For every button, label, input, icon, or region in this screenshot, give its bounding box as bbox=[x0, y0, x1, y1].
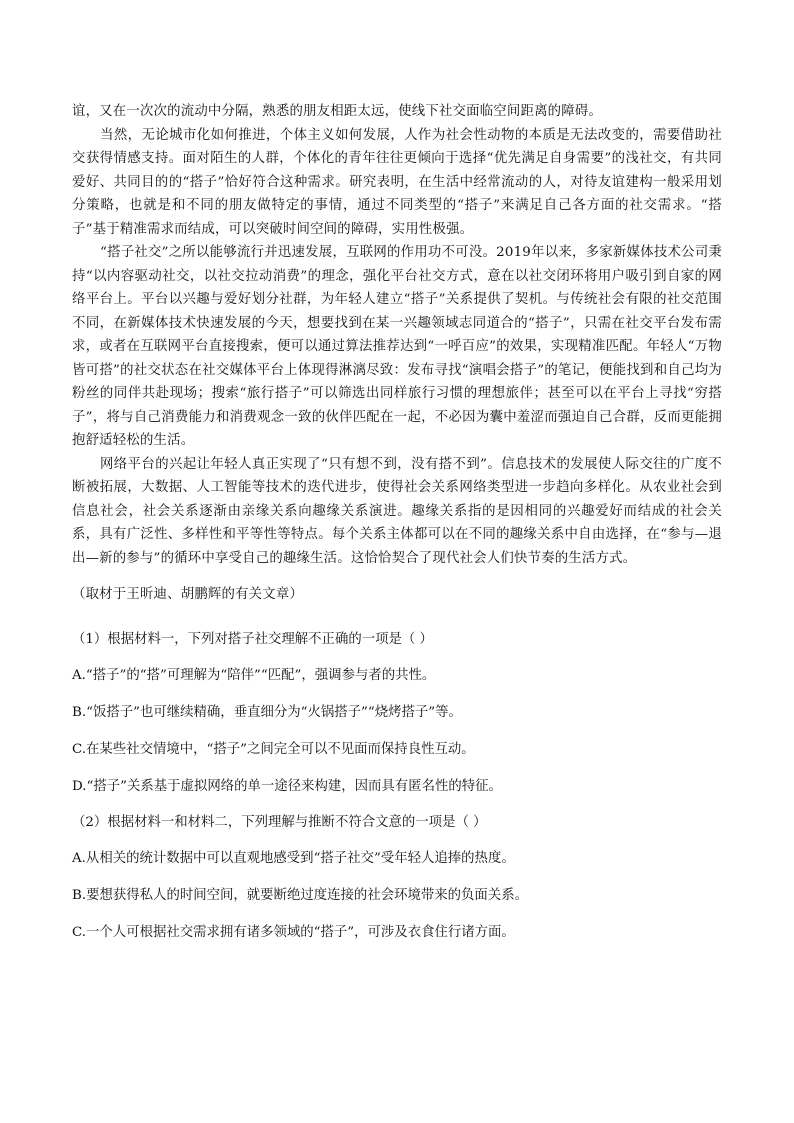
article-paragraph-1: 谊，又在一次次的流动中分隔，熟悉的朋友相距太远，使线下社交面临空间距离的障碍。 bbox=[72, 104, 603, 119]
article-source: （取材于王昕迪、胡鹏辉的有关文章） bbox=[72, 587, 304, 602]
article-paragraph-2: 当然，无论城市化如何推进，个体主义如何发展，人作为社会性动物的本质是无法改变的，需要借助社交获得情感支持。面对陌生的人群，个体化的青年往往更倾向于选择“优先满足自身需要”的浅社交，有共同爱好、共同目的的“搭子”恰好符合这种需求。研究表明，在生活中经常流动的人，对待友谊建构一般采用划分策略，也就是和不同的朋友做特定的事情，通过不同类型的“搭子”来满足自己各方面的社交需求。“搭子”基于精准需求而结成，可以突破时间空间的障碍，实用性极强。 bbox=[72, 127, 722, 237]
question-2-stem: （2）根据材料一和材料二，下列理解与推断不符合文意的一项是（ ） bbox=[72, 815, 487, 830]
article-paragraph-3: “搭子社交”之所以能够流行并迅速发展，互联网的作用功不可没。2019年以来，多家新媒体技术公司秉持“以内容驱动社交，以社交拉动消费”的理念，强化平台社交方式，意在以社交闭环将用户吸引到自家的网络平台上。平台以兴趣与爱好划分社群，为年轻人建立“搭子”关系提供了契机。与传统社会有限的社交范围不同，在新媒体技术快速发展的今天，想要找到在某一兴趣领域志同道合的“搭子”，只需在社交平台发布需求，或者在互联网平台直接搜索，便可以通过算法推荐达到“一呼百应”的效果，实现精准匹配。年轻人“万物皆可搭”的社交状态在社交媒体平台上体现得淋漓尽致：发布寻找“演唱会搭子”的笔记，便能找到和自己均为粉丝的同伴共赴现场；搜索“旅行搭子”可以筛选出同样旅行习惯的理想旅伴；甚至可以在平台上寻找“穷搭子”，将与自己消费能力和消费观念一致的伙伴匹配在一起，不必因为囊中羞涩而强迫自己合群，反而更能拥抱舒适轻松的生活。 bbox=[72, 245, 722, 448]
article-paragraph-4: 网络平台的兴起让年轻人真正实现了“只有想不到，没有搭不到”。信息技术的发展使人际交往的广度不断被拓展，大数据、人工智能等技术的迭代进步，使得社会关系网络类型进一步趋向多样化。从农业社会到信息社会，社会关系逐渐由亲缘关系向趣缘关系演进。趣缘关系指的是因相同的兴趣爱好而结成的社会关系，具有广泛性、多样性和平等性等特点。每个关系主体都可以在不同的趣缘关系中自由选择，在“参与—退出—新的参与”的循环中享受自己的趣缘生活。这恰恰契合了现代社会人们快节奏的生活方式。 bbox=[72, 456, 722, 566]
document-page bbox=[72, 100, 722, 944]
question-1-option-d: D.“搭子”关系基于虚拟网络的单一途径来构建，因而具有匿名性的特征。 bbox=[72, 779, 502, 794]
question-2-option-b: B.要想获得私人的时间空间，就要断绝过度连接的社会环境带来的负面关系。 bbox=[72, 888, 528, 903]
question-1-option-a: A.“搭子”的“搭”可理解为“陪伴”“匹配”，强调参与者的共性。 bbox=[72, 668, 436, 683]
question-1-option-c: C.在某些社交情境中，“搭子”之间完全可以不见面而保持良性互动。 bbox=[72, 742, 475, 757]
question-2-option-a: A.从相关的统计数据中可以直观地感受到“搭子社交”受年轻人追捧的热度。 bbox=[72, 851, 515, 866]
question-1-stem: （1）根据材料一，下列对搭子社交理解不正确的一项是（ ） bbox=[72, 632, 433, 647]
question-2-option-c: C.一个人可根据社交需求拥有诸多领域的“搭子”，可涉及衣食住行诸方面。 bbox=[72, 925, 515, 940]
question-1-option-b: B.“饭搭子”也可继续精确，垂直细分为“火锅搭子”“烧烤搭子”等。 bbox=[72, 705, 462, 720]
